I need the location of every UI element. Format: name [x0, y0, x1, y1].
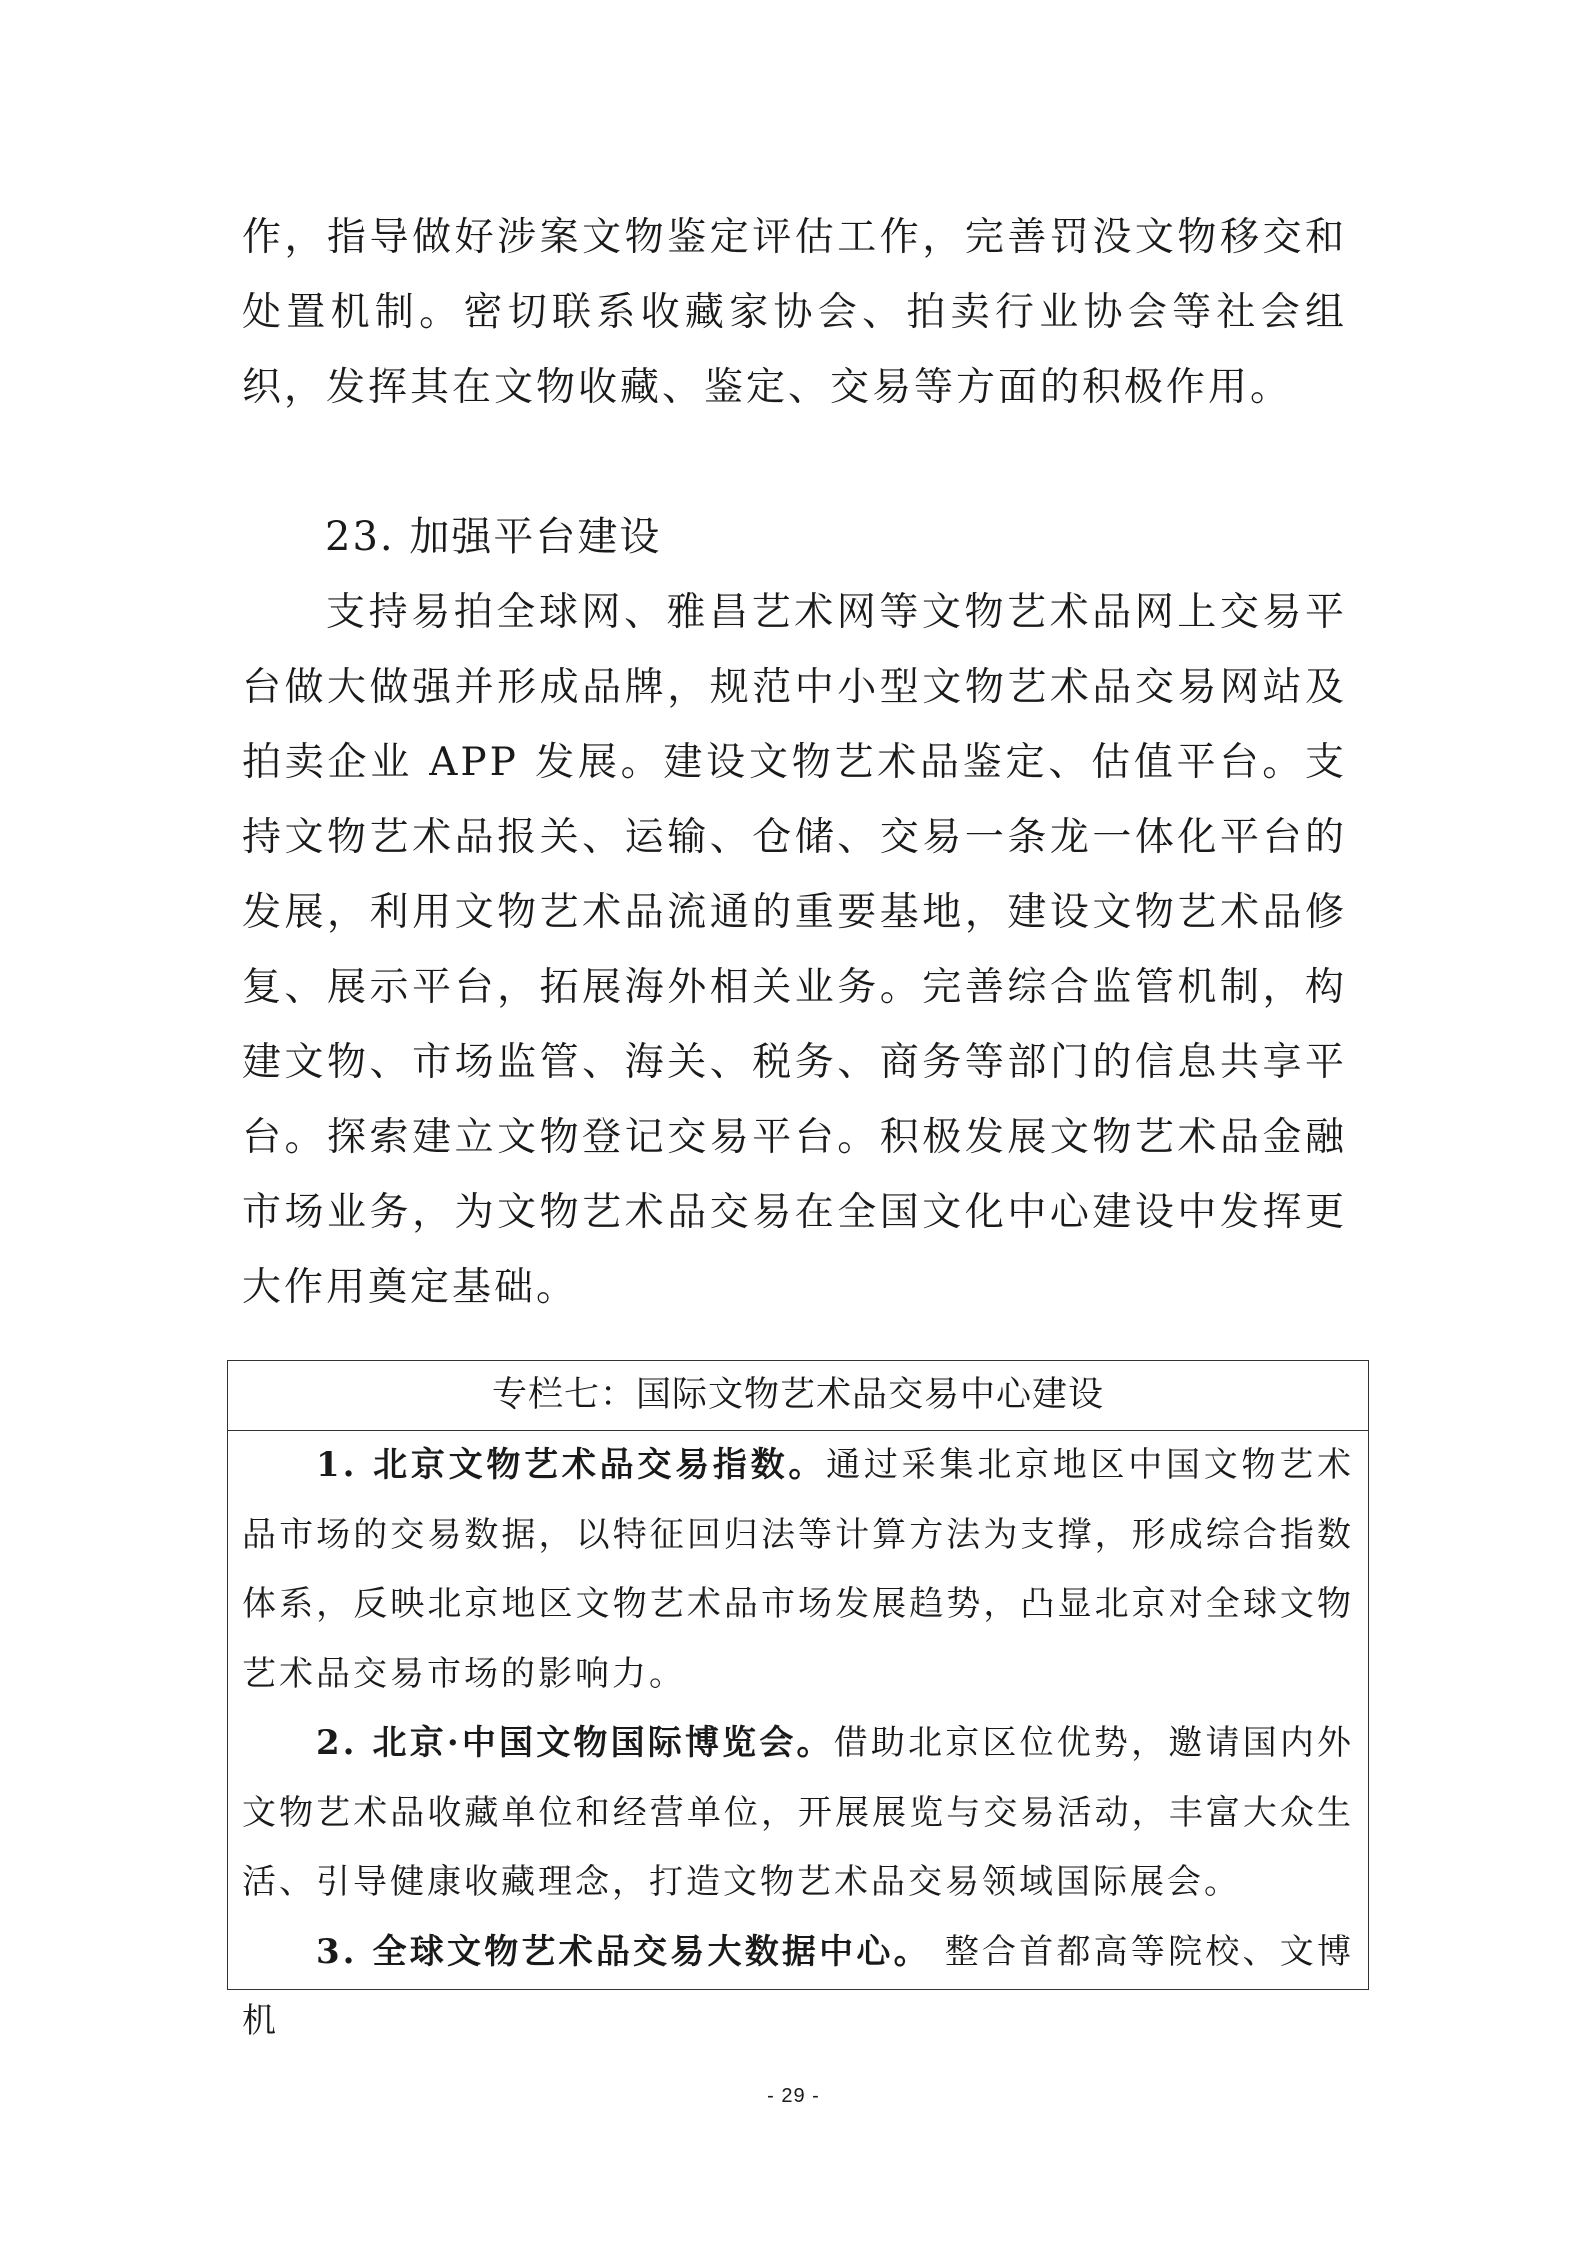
column-box [227, 1360, 1369, 2041]
column-item [242, 1918, 1354, 2057]
column-item [242, 1431, 1354, 1709]
column-item-lead: 1. 北京文物艺术品交易指数。 [316, 1445, 827, 1485]
section-heading: 23. 加强平台建设 [325, 514, 662, 560]
column-item-lead: 3. 全球文物艺术品交易大数据中心。 [316, 1931, 931, 1972]
column-item-text: 整合首都高等院校、文博机 [242, 1931, 1354, 2041]
column-item-text: 借助北京区位优势，邀请国内外文物艺术品收藏单位和经营单位，开展展览与交易活动，丰富大众生活、引导健康收藏理念，打造文物艺术品交易领域国际展会。 [242, 1723, 1354, 1902]
column-item [242, 1709, 1354, 1918]
page-number: - 29 - [767, 2085, 820, 2107]
column-item-lead: 2. 北京·中国文物国际博览会。 [316, 1723, 834, 1763]
section-paragraph: 支持易拍全球网、雅昌艺术网等文物艺术品网上交易平台做大做强并形成品牌，规范中小型文物艺术品交易网站及拍卖企业 APP 发展。建设文物艺术品鉴定、估值平台。支持文物艺术品报关、运输、仓储、交易一条龙一体化平台的发展，利用文物艺术品流通的重要基地，建设文物艺术品修复、展示平台，拓展海外相关业务。完善综合监管机制，构建文物、市场监管、海关、税务、商务等部门的信息共享平台。探索建立文物登记交易平台。积极发展文物艺术品金融市场业务，为文物艺术品交易在全国文化中心建设中发挥更大作用奠定基础。 [242, 590, 1347, 1310]
column-box-title: 专栏七：国际文物艺术品交易中心建设 [228, 1361, 1368, 1431]
column-item-text: 通过采集北京地区中国文物艺术品市场的交易数据，以特征回归法等计算方法为支撑，形成综合指数体系，反映北京地区文物艺术品市场发展趋势，凸显北京对全球文物艺术品交易市场的影响力。 [242, 1445, 1354, 1694]
column-box-body [228, 1431, 1368, 2057]
intro-paragraph: 作，指导做好涉案文物鉴定评估工作，完善罚没文物移交和处置机制。密切联系收藏家协会、拍卖行业协会等社会组织，发挥其在文物收藏、鉴定、交易等方面的积极作用。 [242, 215, 1347, 410]
